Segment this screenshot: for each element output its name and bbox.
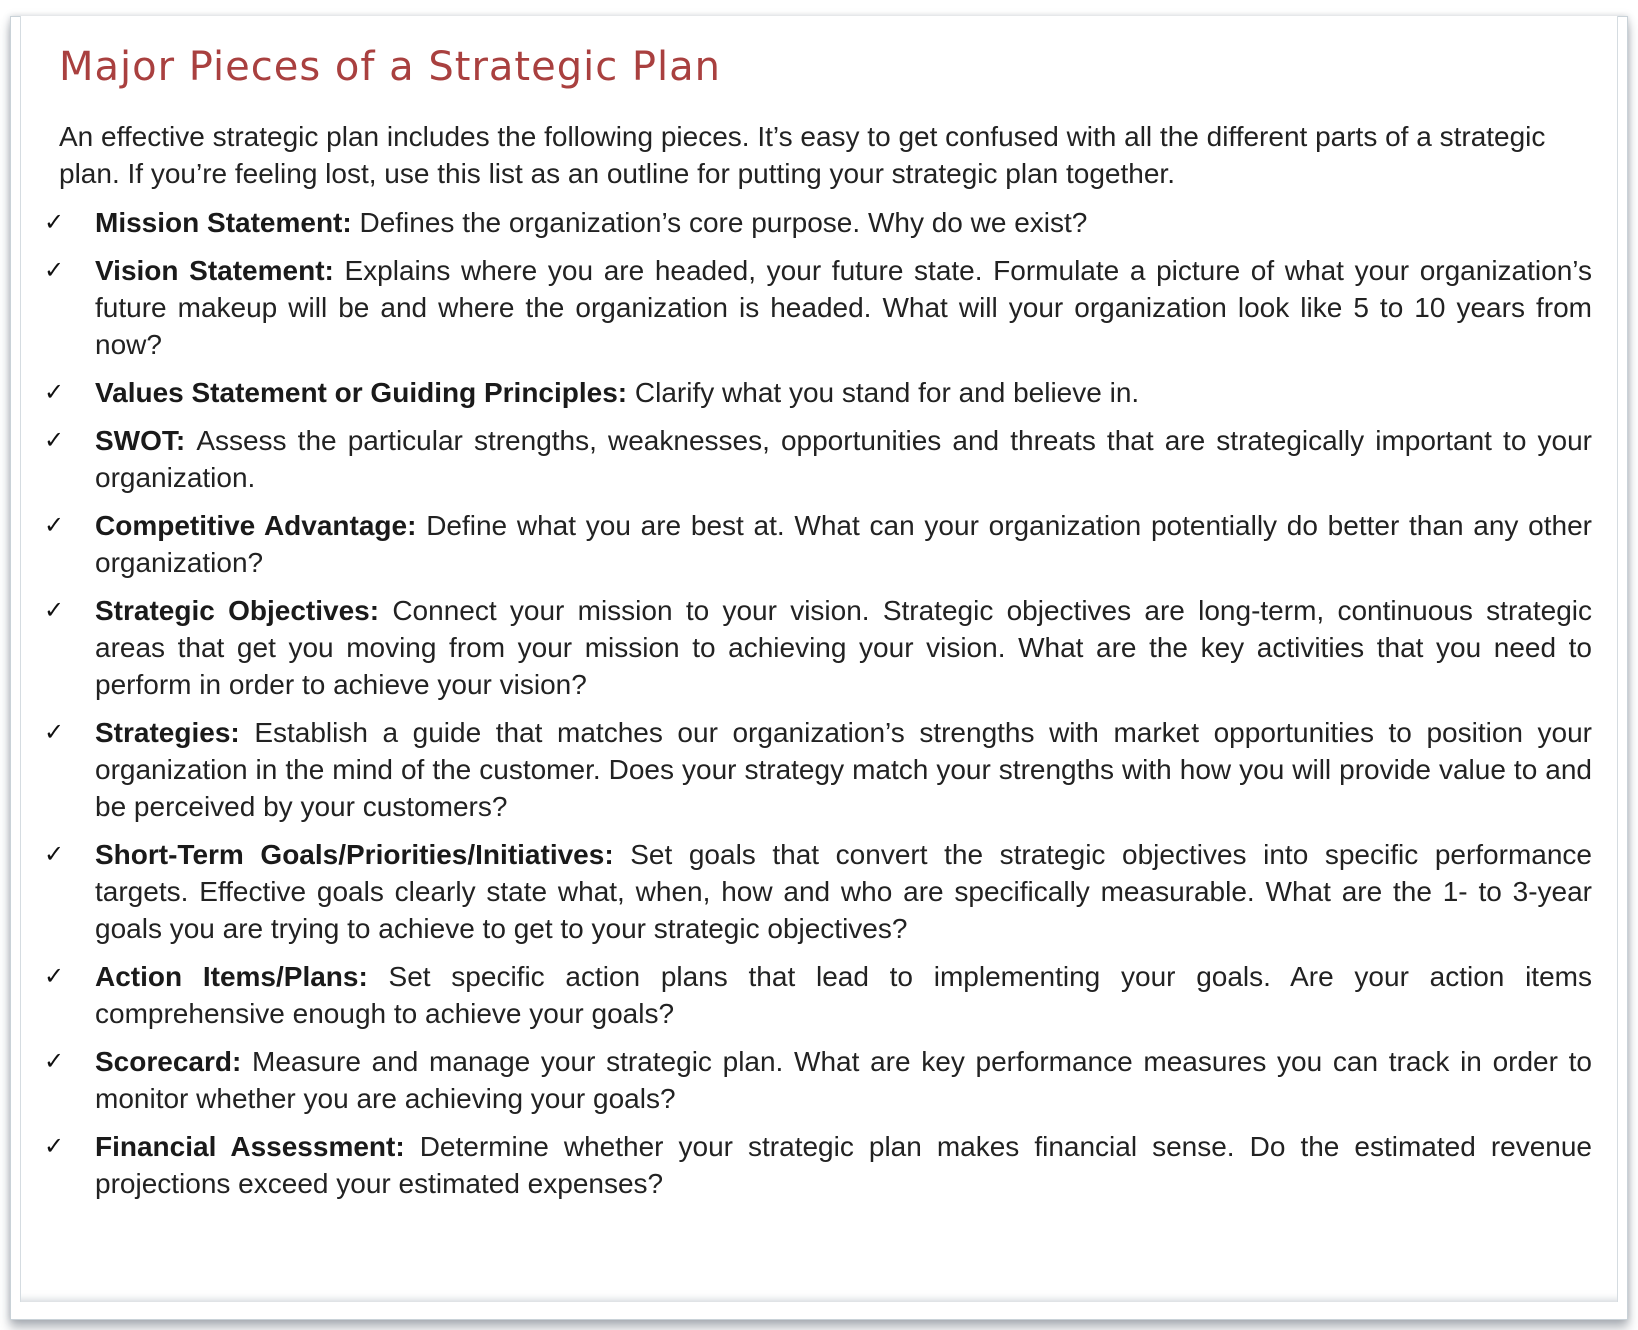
item-description: Clarify what you stand for and believe in. (634, 377, 1140, 408)
item-term: Mission Statement: (95, 207, 360, 238)
item-term: Values Statement or Guiding Principles: (95, 377, 635, 408)
checkmark-icon: ✓ (44, 962, 65, 990)
list-item-values-statement (40, 374, 1592, 411)
checkmark-icon: ✓ (44, 718, 65, 746)
checkmark-icon: ✓ (44, 208, 65, 236)
checkmark-icon: ✓ (44, 511, 65, 539)
checkmark-icon: ✓ (44, 1047, 65, 1075)
item-description: Define what you are best at. What can your organization potentially do better than any other organization? (95, 510, 1592, 578)
checkmark-icon: ✓ (44, 378, 65, 406)
item-description: Set goals that convert the strategic objectives into specific performance targets. Effective goals clearly state what, when, how and who are specifically measurable. What are the 1- to 3-year goals you are trying to achieve to get to your strategic objectives? (95, 839, 1592, 944)
item-description: Explains where you are headed, your future state. Formulate a picture of what your organization’s future makeup will be and where the organization is headed. What will your organization look like 5 to 10 years from now? (95, 255, 1592, 360)
strategic-plan-list (40, 204, 1592, 1213)
page-title: Major Pieces of a Strategic Plan (59, 44, 722, 90)
list-item-strategic-objectives (40, 592, 1592, 703)
item-description: Measure and manage your strategic plan. What are key performance measures you can track in order to monitor whether you are achieving your goals? (95, 1046, 1592, 1114)
item-term: Short-Term Goals/Priorities/Initiatives: (95, 839, 631, 870)
checkmark-icon: ✓ (44, 1132, 65, 1160)
item-description: Set specific action plans that lead to implementing your goals. Are your action items comprehensive enough to achieve your goals? (95, 961, 1592, 1029)
list-item-financial-assessment (40, 1128, 1592, 1202)
list-item-competitive-advantage (40, 507, 1592, 581)
list-item-strategies (40, 714, 1592, 825)
checkmark-icon: ✓ (44, 256, 65, 284)
list-item-vision-statement (40, 252, 1592, 363)
checkmark-icon: ✓ (44, 426, 65, 454)
list-item-action-items (40, 958, 1592, 1032)
list-item-mission-statement (40, 204, 1592, 241)
item-term: Financial Assessment: (95, 1131, 420, 1162)
item-term: Strategies: (95, 717, 255, 748)
item-description: Determine whether your strategic plan makes financial sense. Do the estimated revenue projections exceed your estimated expenses? (95, 1131, 1592, 1199)
item-term: SWOT: (95, 425, 197, 456)
item-term: Vision Statement: (95, 255, 345, 286)
item-description: Defines the organization’s core purpose. Why do we exist? (359, 207, 1088, 238)
intro-paragraph: An effective strategic plan includes the following pieces. It’s easy to get confused with all the different parts of a strategic plan. If you’re feeling lost, use this list as an outline for putting your strategic plan together. (59, 121, 1546, 189)
item-term: Scorecard: (95, 1046, 252, 1077)
item-term: Action Items/Plans: (95, 961, 389, 992)
item-term: Strategic Objectives: (95, 595, 393, 626)
list-item-scorecard (40, 1043, 1592, 1117)
item-description: Connect your mission to your vision. Strategic objectives are long-term, continuous strategic areas that get you moving from your mission to achieving your vision. What are the key activities that you need to perform in order to achieve your vision? (95, 595, 1592, 700)
list-item-swot (40, 422, 1592, 496)
list-item-short-term-goals (40, 836, 1592, 947)
item-description: Establish a guide that matches our organization’s strengths with market opportunities to position your organization in the mind of the customer. Does your strategy match your strengths with how you will provide value to and be perceived by your customers? (95, 717, 1593, 822)
item-term: Competitive Advantage: (95, 510, 427, 541)
checkmark-icon: ✓ (44, 840, 65, 868)
checkmark-icon: ✓ (44, 596, 65, 624)
item-description: Assess the particular strengths, weaknesses, opportunities and threats that are strategically important to your organization. (95, 425, 1592, 493)
